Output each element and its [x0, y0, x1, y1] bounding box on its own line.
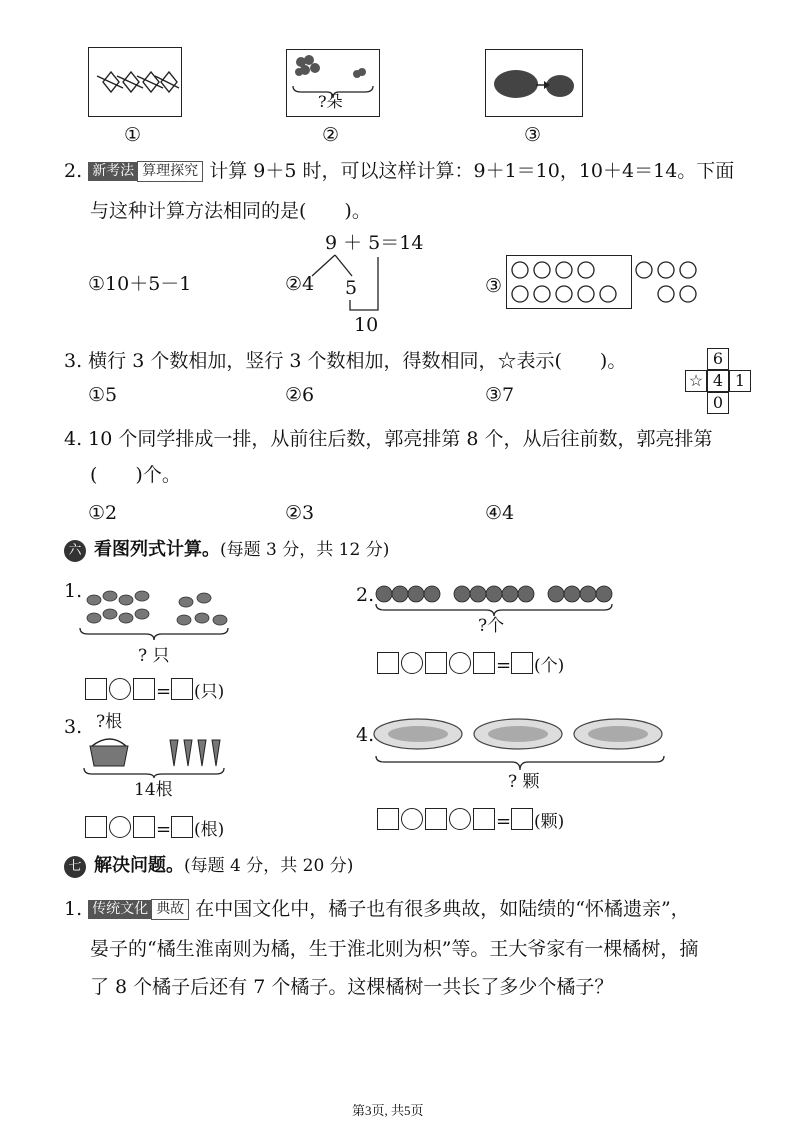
p1-number: 1. — [64, 580, 83, 602]
apples-icon — [374, 582, 614, 618]
section-7-title: 解决问题。 — [94, 855, 184, 876]
question-2-line-1 — [64, 160, 734, 183]
p4-unit: (颗) — [534, 812, 565, 832]
result-box[interactable] — [511, 652, 533, 674]
p2-number: 2. — [356, 584, 375, 606]
rabbits-icon — [76, 580, 236, 642]
allusion-tag: 典故 — [151, 899, 189, 920]
option-2-label: ② — [322, 124, 340, 146]
answer-box[interactable] — [85, 816, 107, 838]
new-method-tag: 新考法 — [88, 162, 138, 181]
page-footer: 第3页, 共5页 — [352, 1103, 424, 1118]
p3-unit: (根) — [194, 820, 225, 840]
s7-q1-text-1: 在中国文化中，橘子也有很多典故，如陆绩的“怀橘遗亲”， — [195, 898, 690, 920]
result-box[interactable] — [171, 678, 193, 700]
grid-left-star: ☆ — [685, 370, 707, 392]
section-6-score: (每题 3 分，共 12 分) — [220, 540, 390, 560]
q2-diagram-ten: 10 — [354, 314, 379, 336]
p2-unit: (个) — [534, 656, 565, 676]
option-2-brace-label: ?朵 — [318, 92, 343, 111]
answer-box[interactable] — [473, 808, 495, 830]
operator-circle[interactable] — [449, 652, 471, 674]
answer-box[interactable] — [473, 652, 495, 674]
question-4-line-2: ( )个。 — [90, 464, 181, 486]
s7-q1-number: 1. — [64, 898, 83, 920]
grid-top: 6 — [707, 348, 729, 370]
question-2-number: 2. — [64, 160, 83, 182]
stones-icon — [486, 50, 582, 116]
question-2-text-1: 计算 9＋5 时，可以这样计算：9＋1＝10，10＋4＝14。下面 — [209, 160, 735, 182]
p3-top-label: ?根 — [96, 712, 123, 732]
p2-brace-label: ?个 — [478, 616, 505, 636]
q2-option-1: ①10＋5－1 — [88, 273, 192, 295]
option-1-label: ① — [124, 124, 142, 146]
p3-answer-row: = (根) — [84, 816, 224, 840]
plates-icon — [372, 714, 668, 774]
question-4-line-1: 4. 10 个同学排成一排，从前往后数，郭亮排第 8 个，从后往前数，郭亮排第 — [64, 428, 713, 450]
counters-icon — [506, 255, 706, 311]
cross-number-grid — [685, 348, 757, 420]
basket-carrots-icon — [80, 732, 230, 778]
section-6-icon: 六 — [64, 540, 86, 562]
option-1-picture — [88, 47, 182, 117]
p1-unit: (只) — [194, 682, 225, 702]
operator-circle[interactable] — [449, 808, 471, 830]
q2-diagram-four: 4 — [302, 273, 315, 295]
answer-box[interactable] — [425, 808, 447, 830]
grid-right: 1 — [729, 370, 751, 392]
p2-answer-row: = (个) — [376, 652, 564, 676]
result-box[interactable] — [511, 808, 533, 830]
operator-circle[interactable] — [401, 808, 423, 830]
p3-brace-label: 14根 — [134, 780, 173, 800]
p4-number: 4. — [356, 724, 375, 746]
q4-option-1: ①2 — [88, 502, 118, 524]
operator-circle[interactable] — [109, 816, 131, 838]
option-2-label — [285, 273, 314, 296]
s7-question-1-line-1 — [64, 898, 690, 921]
q3-option-2: ②6 — [285, 384, 315, 406]
p4-brace-label: ? 颗 — [508, 772, 540, 792]
option-3-label: ③ — [524, 124, 542, 146]
q2-diagram-five: 5 — [345, 277, 358, 299]
s7-question-1-line-2: 晏子的“橘生淮南则为橘，生于淮北则为枳”等。王大爷家有一棵橘树，摘 — [90, 938, 699, 960]
answer-box[interactable] — [425, 652, 447, 674]
q4-option-3: ④4 — [485, 502, 515, 524]
section-7-icon: 七 — [64, 856, 86, 878]
grid-center: 4 — [707, 370, 729, 392]
answer-box[interactable] — [85, 678, 107, 700]
answer-box[interactable] — [133, 678, 155, 700]
option-3-picture — [485, 49, 583, 117]
culture-tag: 传统文化 — [88, 900, 152, 919]
p4-answer-row: = (颗) — [376, 808, 564, 832]
operator-circle[interactable] — [109, 678, 131, 700]
result-box[interactable] — [171, 816, 193, 838]
q3-option-1: ①5 — [88, 384, 118, 406]
q4-option-2: ②3 — [285, 502, 315, 524]
grid-bottom: 0 — [707, 392, 729, 414]
s7-question-1-line-3: 了 8 个橘子后还有 7 个橘子。这棵橘树一共长了多少个橘子？ — [90, 976, 614, 998]
answer-box[interactable] — [133, 816, 155, 838]
p1-brace-label: ? 只 — [138, 646, 170, 666]
section-6-header — [64, 538, 389, 562]
q2-option-2-marker: ② — [285, 273, 303, 295]
answer-box[interactable] — [377, 652, 399, 674]
p3-number: 3. — [64, 716, 83, 738]
section-7-score: (每题 4 分，共 20 分) — [184, 856, 354, 876]
q3-option-3: ③7 — [485, 384, 515, 406]
section-7-header — [64, 854, 353, 878]
p1-answer-row: = (只) — [84, 678, 224, 702]
operator-circle[interactable] — [401, 652, 423, 674]
answer-box[interactable] — [377, 808, 399, 830]
q2-diagram-top: 9 ＋ 5＝14 — [325, 232, 424, 254]
diamond-pattern-icon — [89, 48, 181, 116]
question-2-line-2: 与这种计算方法相同的是( )。 — [90, 200, 371, 222]
q2-option-3-marker: ③ — [485, 275, 503, 297]
section-6-title: 看图列式计算。 — [94, 539, 220, 560]
reasoning-tag: 算理探究 — [137, 161, 203, 182]
question-3-text: 3. 横行 3 个数相加，竖行 3 个数相加，得数相同，☆表示( )。 — [64, 350, 627, 372]
